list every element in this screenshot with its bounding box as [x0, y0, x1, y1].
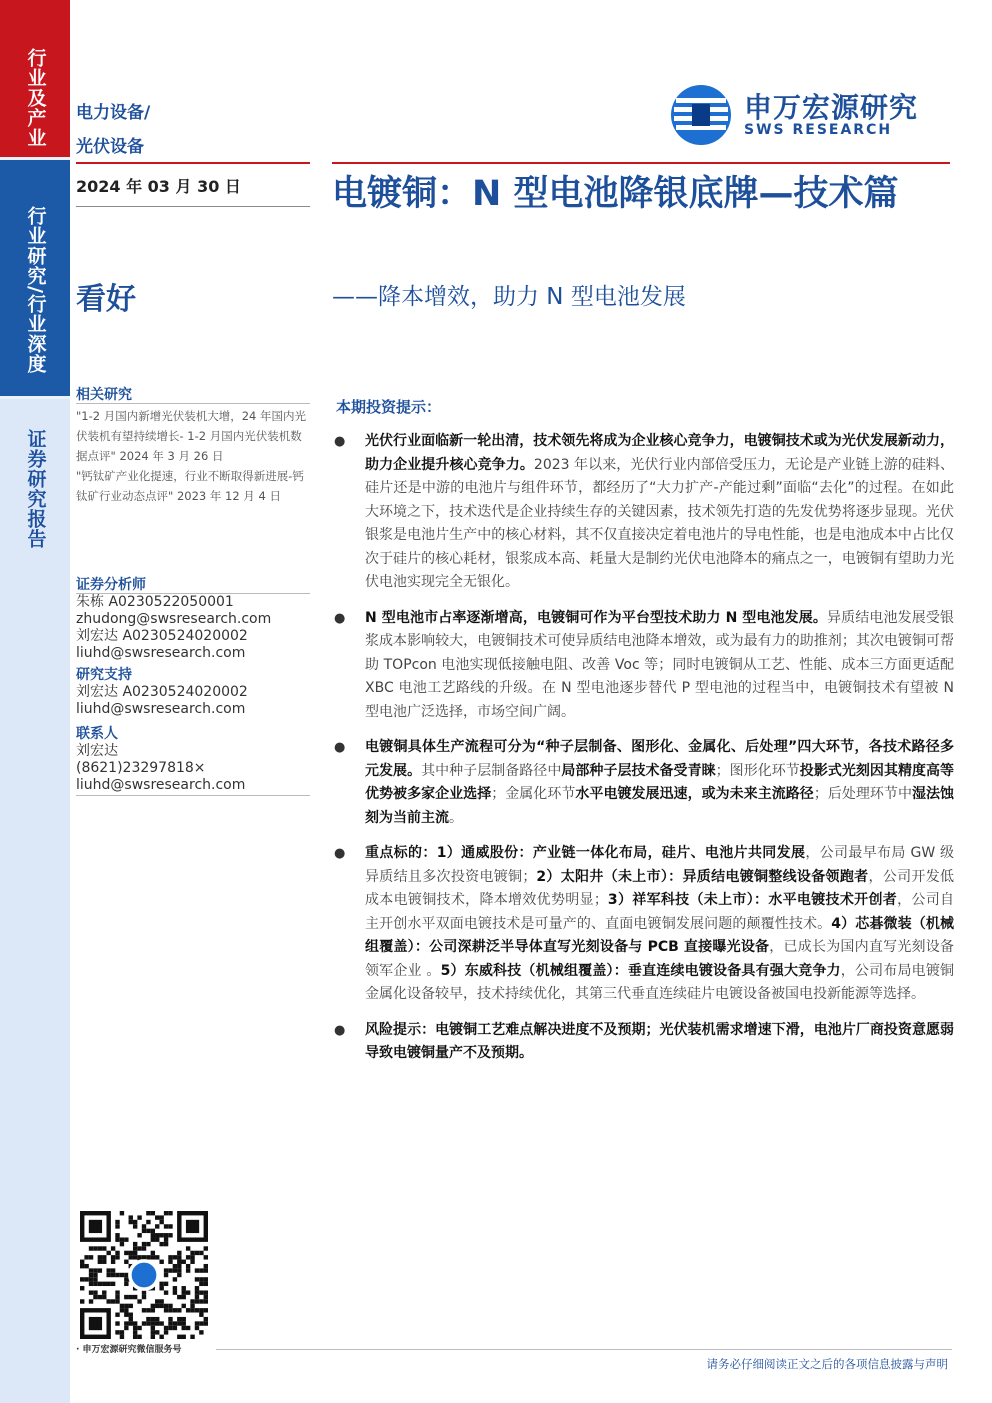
investment-highlights-heading: 本期投资提示： — [336, 398, 442, 416]
bullet-bold-text: 湿法蚀刻为当前主流 — [365, 786, 955, 826]
date-divider — [76, 206, 310, 207]
bullet-bold-text: 3）祥军科技（未上市）：水平电镀技术开创者 — [607, 892, 898, 908]
analyst-line: 刘宏达 A0230524020002 — [76, 628, 248, 644]
bullet-bold-text: 水平电镀发展迅速，或为未来主流路径 — [575, 786, 814, 802]
related-divider — [76, 403, 310, 404]
investment-highlights — [334, 430, 954, 1078]
analyst-line: liuhd@swsresearch.com — [76, 645, 246, 661]
highlight-bullet — [334, 430, 954, 595]
analysts — [76, 576, 310, 662]
bullet-bold-text: 4）芯碁微装（机械组覆盖）：公司深耕泛半导体直写光刻设备与 PCB 直接曝光设备 — [365, 915, 954, 955]
bullet-text: 其中种子层制备路径中 — [421, 762, 562, 779]
bullet-bold-text: 投影式光刻因其精度高等优势被多家企业选择 — [365, 762, 955, 802]
related-research-heading: 相关研究 — [76, 387, 132, 403]
bullet-text: ，已成长为国内直写光刻设备领军企业 。 — [365, 939, 955, 979]
report-title: 电镀铜：N 型电池降银底牌—技术篇 — [332, 174, 899, 214]
support-line: liuhd@swsresearch.com — [76, 701, 246, 717]
strip-category — [0, 0, 70, 157]
logo-text-en: SWS RESEARCH — [744, 122, 893, 138]
bullet-icon: ● — [334, 846, 346, 861]
contact-line: (8621)23297818× — [76, 760, 206, 776]
bullet-text: ；图形化环节 — [715, 762, 800, 779]
bullet-text: ，公司最早布局 GW 级异质结且多次投资电镀铜； — [365, 845, 954, 885]
qr-code[interactable] — [80, 1211, 208, 1339]
report-date: 2024 年 03 月 30 日 — [76, 177, 241, 196]
strip-report-type-label: 行业研究/行业深度 — [24, 206, 47, 374]
analysts-divider — [76, 593, 310, 594]
contact — [76, 725, 310, 794]
contact-divider — [76, 795, 310, 796]
footer-divider — [216, 1349, 952, 1350]
bullet-bold-text: 5）东威科技（机械组覆盖）：垂直连续电镀设备具有强大竞争力 — [440, 962, 841, 979]
logo-text-cn: 申万宏源研究 — [744, 91, 919, 124]
support-line: 刘宏达 A0230524020002 — [76, 684, 248, 700]
industry-category-line2: 光伏设备 — [76, 137, 144, 157]
bullet-text: ；金属化环节 — [491, 786, 576, 802]
bullet-text: ，公司自主开创水平双面电镀技术是可量产的、直面电镀铜发展问题的颠覆性技术。 — [365, 892, 954, 932]
support-heading: 研究支持 — [76, 667, 132, 683]
bullet-bold-text: N 型电池市占率逐渐增高，电镀铜可作为平台型技术助力 N 型电池发展。 — [365, 609, 828, 626]
related-research-text: "1-2 月国内新增光伏装机大增，24 年国内光伏装机有望持续增长- 1-2 月国内光伏装机数据点评" 2024 年 3 月 26 日 "钙钛矿产业化提速，行业不断取得新进展-钙钛矿行业动态点评" 2023 年 12 月 4 日 — [76, 409, 307, 503]
strip-report-kind-label: 证券研究报告 — [24, 429, 47, 549]
contact-heading: 联系人 — [76, 726, 118, 742]
bullet-bold-text: 局部种子层技术备受青睐 — [561, 762, 716, 779]
bullet-text: ，公司布局电镀铜金属化设备较早，技术持续优化，其第三代垂直连续硅片电镀设备被国电投新能源等选择。 — [365, 962, 955, 1002]
strip-category-label: 行业及产业 — [24, 48, 47, 148]
bullet-bold-text: 风险提示：电镀铜工艺难点解决进度不及预期；光伏装机需求增速下滑，电池片厂商投资意愿弱导致电镀铜量产不及预期。 — [365, 1021, 954, 1061]
bullet-bold-text: 2）太阳井（未上市）：异质结电镀铜整线设备领跑者 — [536, 868, 869, 885]
bullet-icon: ● — [334, 1022, 346, 1038]
analyst-line: 朱栋 A0230522050001 — [76, 594, 234, 610]
bullet-bold-text: 光伏行业面临新一轮出清，技术领先将成为企业核心竞争力，电镀铜技术或为光伏发展新动力，助力企业提升核心竞争力。 — [365, 433, 954, 473]
divider-right — [332, 162, 950, 164]
related-research — [76, 386, 310, 506]
logo-icon — [670, 84, 732, 146]
strip-report-type — [0, 160, 70, 396]
highlight-bullet — [334, 1019, 954, 1066]
bullet-text: 。 — [449, 809, 463, 826]
contact-line: 刘宏达 — [76, 743, 118, 759]
bullet-icon: ● — [334, 740, 346, 755]
analysts-heading: 证券分析师 — [76, 577, 146, 593]
bullet-text: ，公司开发低成本电镀铜技术，降本增效优势明显； — [365, 868, 954, 908]
highlight-bullet — [334, 842, 954, 1007]
industry-category-line1: 电力设备/ — [76, 103, 151, 123]
bullet-text: 异质结电池发展受银浆成本影响较大，电镀铜技术可使异质结电池降本增效，或为最有力的助推剂；其次电镀铜可帮助 TOPcon 电池实现低接触电阻、改善 Voc 等；同时电镀铜从工艺、性能、成本三方面更适配 XBC 电池工艺路线的升级。在 N 型电池逐步替代 P 型电池的过程当中，电镀铜技术有望被 N 型电池广泛选择，市场空间广阔。 — [365, 609, 954, 720]
bullet-icon: ● — [334, 434, 346, 449]
company-logo — [670, 84, 950, 148]
divider-left — [76, 162, 310, 164]
qr-caption: · 申万宏源研究微信服务号 — [76, 1345, 182, 1355]
bullet-bold-text: 电镀铜具体生产流程可分为“种子层制备、图形化、金属化、后处理”四大环节，各技术路径多元发展。 — [365, 739, 954, 779]
bullet-text: 2023 年以来，光伏行业内部倍受压力，无论是产业链上游的硅料、硅片还是中游的电池片与组件环节，都经历了“大力扩产-产能过剩”面临“去化”的过程。在如此大环境之下，技术迭代是企业持续生存的关键因素，技术领先打造的先发优势将逐步显现。光伏银浆是电池片生产中的核心材料，其不仅直接决定着电池片的导电性能，也是电池成本中占比仅次于硅片的核心耗材，银浆成本高、耗量大是制约光伏电池降本的痛点之一，电镀铜有望助力光伏电池实现完全无银化。 — [365, 456, 955, 590]
highlight-bullet — [334, 736, 954, 830]
bullet-text: ；后处理环节中 — [813, 786, 912, 802]
report-subtitle: ——降本增效，助力 N 型电池发展 — [332, 284, 686, 310]
bullet-icon: ● — [334, 610, 346, 626]
analyst-line: zhudong@swsresearch.com — [76, 611, 272, 627]
industry-category — [76, 96, 150, 164]
disclaimer-notice: 请务必仔细阅读正文之后的各项信息披露与声明 — [706, 1357, 948, 1371]
research-support — [76, 666, 310, 718]
left-strip — [0, 0, 70, 1403]
highlight-bullet — [334, 607, 954, 725]
contact-line: liuhd@swsresearch.com — [76, 777, 246, 793]
rating: 看好 — [76, 282, 136, 317]
strip-report-kind — [0, 399, 70, 1403]
bullet-bold-text: 重点标的：1）通威股份：产业链一体化布局，硅片、电池片共同发展 — [365, 845, 806, 861]
